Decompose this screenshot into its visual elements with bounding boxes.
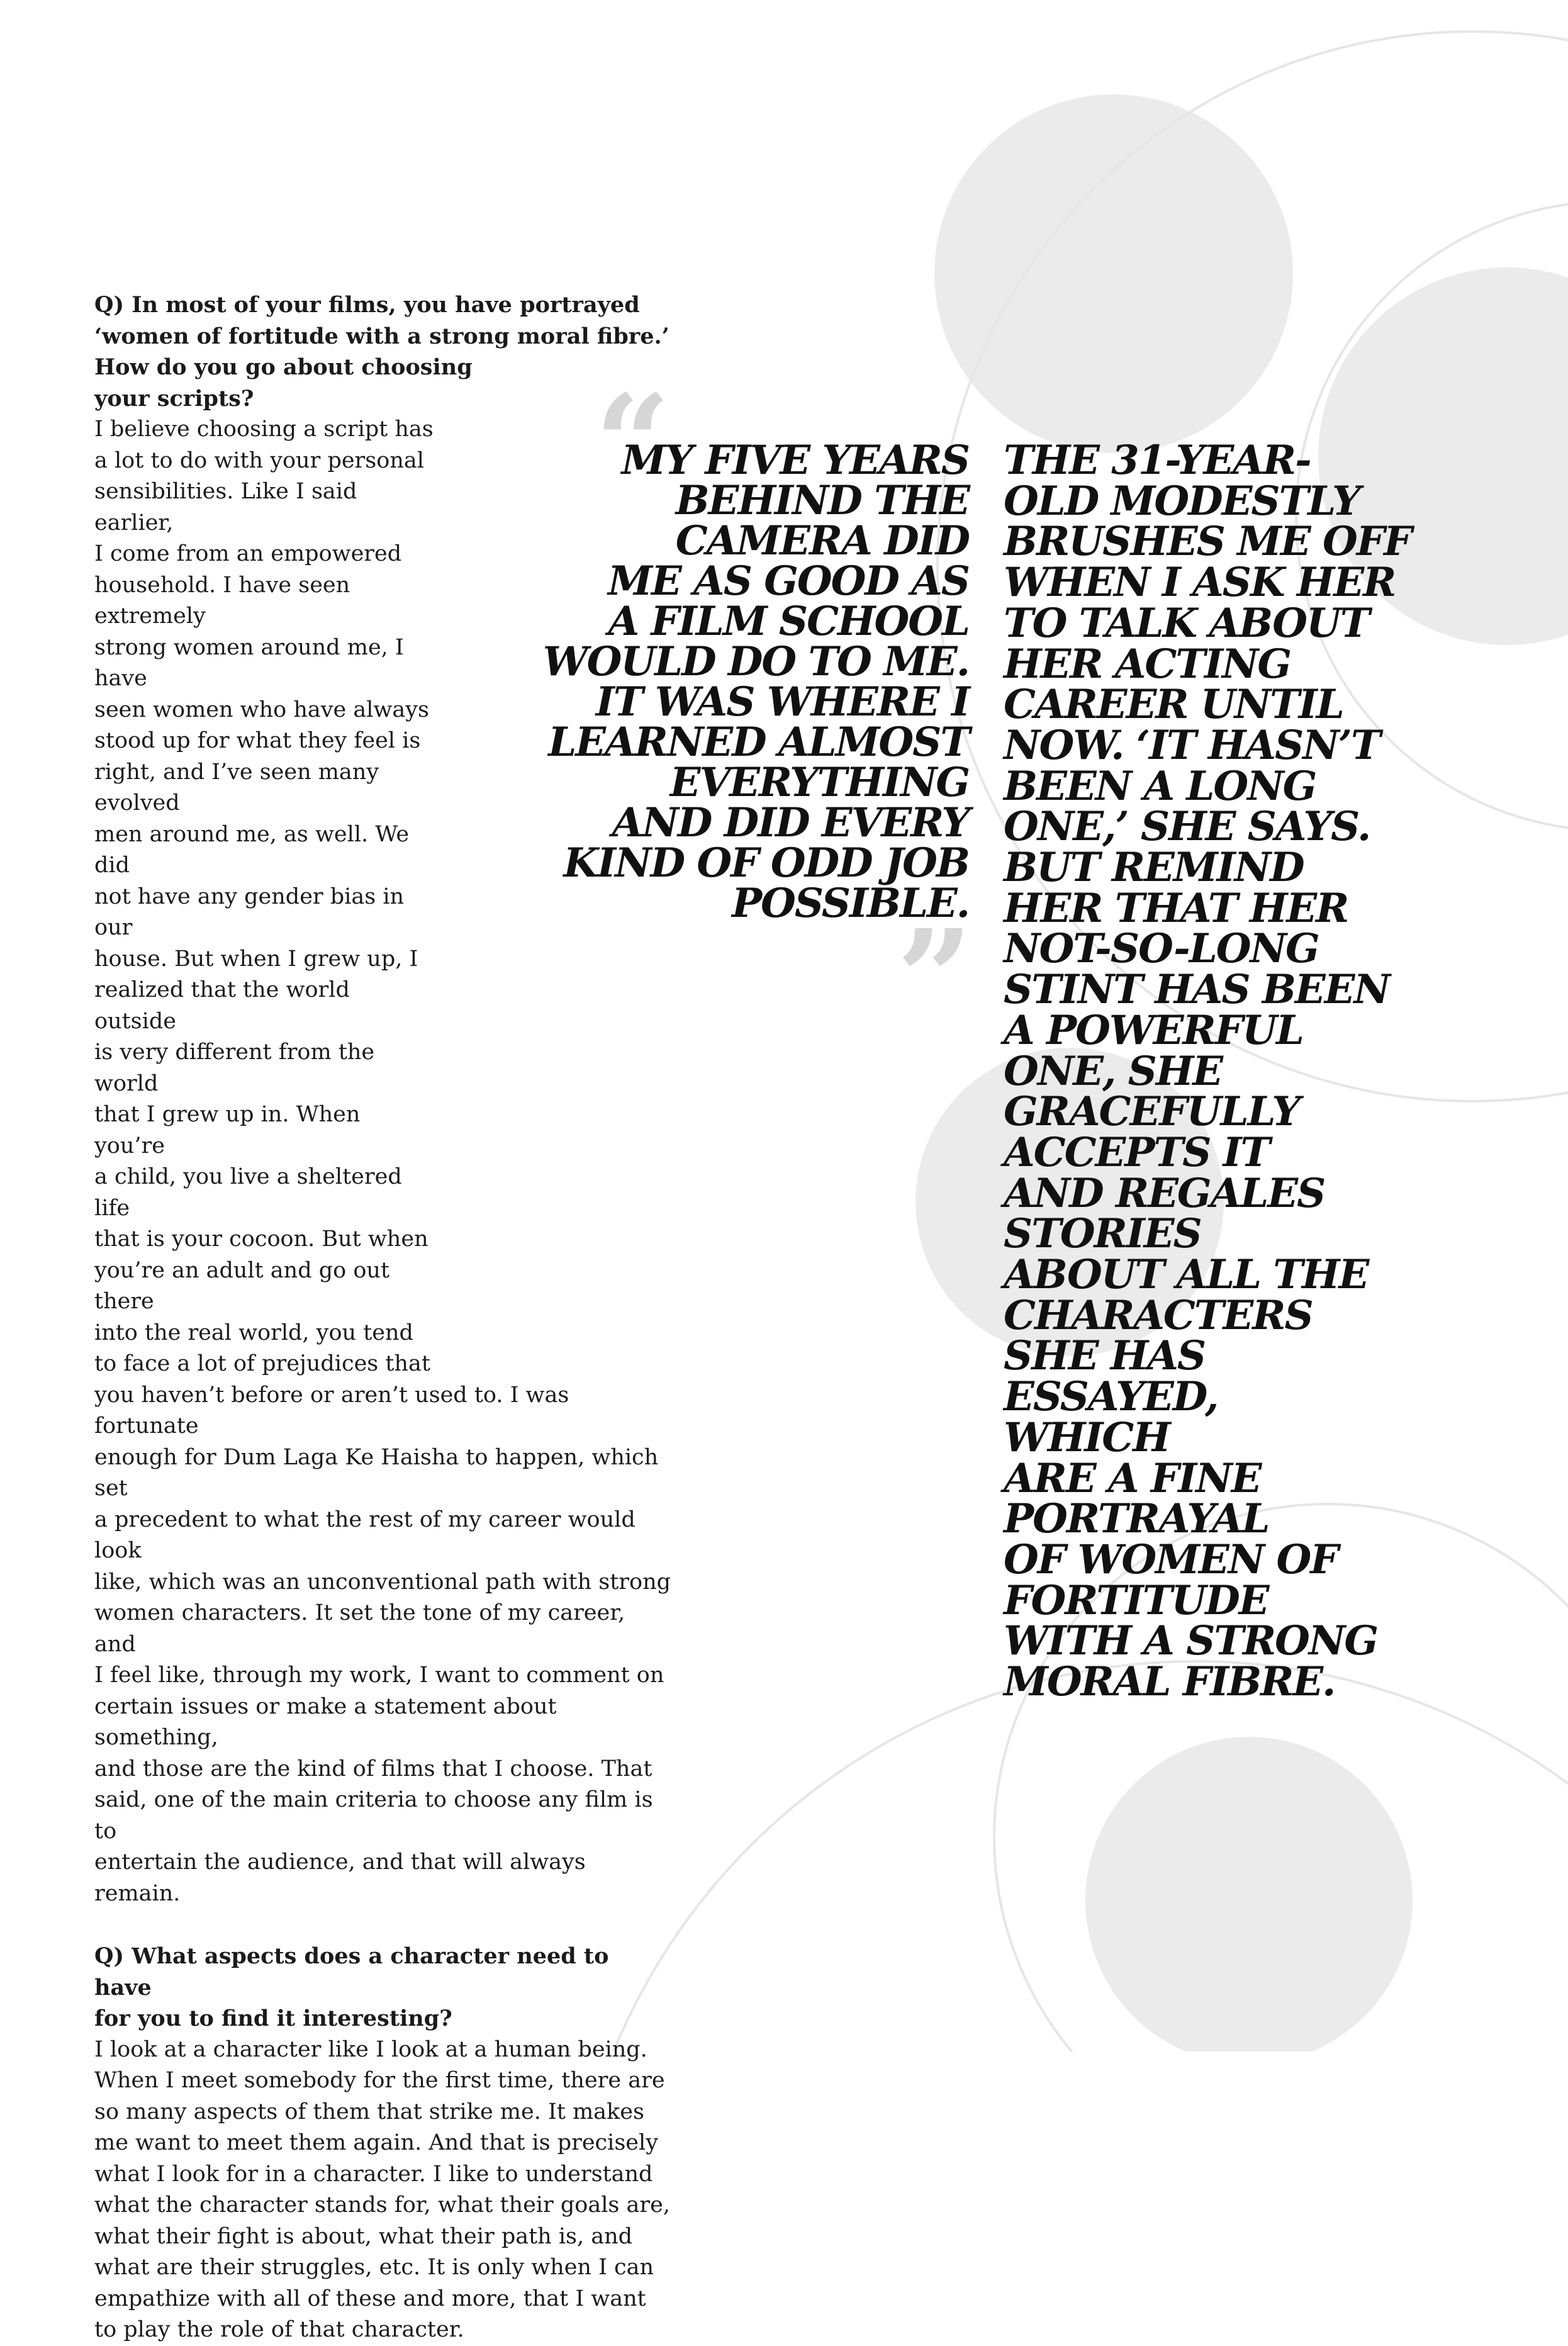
answer-1-line: like, which was an unconventional path with strong (94, 1569, 671, 1595)
answer-1-line: I come from an empowered (94, 541, 402, 566)
answer-1-line: said, one of the main criteria to choose any film is to (94, 1787, 653, 1844)
sidebar-line: CAREER UNTIL (1004, 681, 1343, 729)
answer-1-line: is very different from the world (94, 1040, 375, 1096)
answer-1-wide (94, 1380, 673, 1910)
answer-1-line: strong women around me, I have (94, 634, 404, 691)
answer-2-line: When I meet somebody for the first time, there are (94, 2068, 665, 2093)
sidebar-line: ACCEPTS IT (1004, 1128, 1270, 1176)
answer-1-line: a precedent to what the rest of my career would look (94, 1507, 636, 1563)
decor-circle (1085, 1737, 1413, 2051)
decor-arc (566, 1661, 1568, 2051)
answer-1-line: to face a lot of prejudices that (94, 1351, 430, 1376)
pull-quote-line: CAMERA DID (675, 517, 969, 564)
answer-2-line: what are their struggles, etc. It is only when I can (94, 2255, 654, 2280)
question-2 (94, 1941, 673, 2035)
sidebar-line: WITH A STRONG (1004, 1617, 1378, 1665)
sidebar-line: STINT HAS BEEN (1004, 966, 1389, 1014)
answer-1-line: entertain the audience, and that will always remain. (94, 1849, 586, 1906)
sidebar-line: OF WOMEN OF (1004, 1535, 1338, 1583)
question-1 (94, 289, 673, 414)
sidebar-line: BUT REMIND (1004, 844, 1304, 892)
answer-2-line: empathize with all of these and more, that I want (94, 2286, 646, 2311)
sidebar-line: CHARACTERS (1004, 1291, 1313, 1339)
paragraph-gap (94, 1909, 673, 1941)
answer-1-line: into the real world, you tend (94, 1320, 413, 1345)
sidebar-line: FORTITUDE (1004, 1576, 1268, 1624)
answer-1-line: realized that the world outside (94, 977, 350, 1034)
answer-2-line: me want to meet them again. And that is precisely (94, 2130, 658, 2155)
answer-2-line: so many aspects of them that strike me. It makes (94, 2099, 644, 2124)
sidebar-line: PORTRAYAL (1004, 1495, 1269, 1543)
sidebar-text (1004, 437, 1419, 1706)
sidebar-line: WHICH (1004, 1413, 1170, 1461)
sidebar-line: TO TALK ABOUT (1004, 599, 1369, 647)
question-1-line: ‘women of fortitude with a strong moral fibre.’ (94, 323, 669, 349)
answer-1-line: I feel like, through my work, I want to comment on (94, 1663, 664, 1688)
answer-1-line: certain issues or make a statement about something, (94, 1693, 557, 1750)
answer-1-line: household. I have seen extremely (94, 572, 350, 629)
pull-quote (503, 437, 969, 927)
answer-1-line: men around me, as well. We did (94, 821, 410, 878)
sidebar-line: SHE HAS (1004, 1332, 1206, 1380)
open-quote-mark: “ (595, 366, 671, 521)
answer-1-line: sensibilities. Like I said earlier, (94, 479, 357, 536)
sidebar-line: NOT-SO-LONG (1004, 925, 1319, 973)
sidebar-line: NOW. ‘IT HASN’T (1004, 721, 1380, 769)
sidebar-line: BEEN A LONG (1004, 762, 1316, 810)
answer-1-line: you’re an adult and go out there (94, 1257, 390, 1314)
sidebar-line: ONE,’ SHE SAYS. (1004, 803, 1370, 851)
answer-1-line: house. But when I grew up, I (94, 946, 418, 972)
question-1-line: How do you go about choosing (94, 354, 473, 380)
sidebar-line: ARE A FINE (1004, 1454, 1261, 1502)
answer-1-line: you haven’t before or aren’t used to. I was fortunate (94, 1382, 569, 1439)
pull-quote-line: WOULD DO TO ME. (542, 638, 969, 685)
pull-quote-line: BEHIND THE (675, 477, 969, 524)
pull-quote-line: ME AS GOOD AS (608, 558, 969, 605)
answer-1-line: I believe choosing a script has (94, 417, 434, 442)
answer-1-line: a lot to do with your personal (94, 447, 424, 473)
sidebar-line: OLD MODESTLY (1004, 477, 1360, 525)
answer-2-line: to play the role of that character. (94, 2317, 464, 2342)
answer-1-narrow (94, 414, 434, 1380)
close-quote-mark: ” (897, 901, 973, 1056)
pull-quote-line: AND DID EVERY (612, 799, 969, 846)
question-1-line: your scripts? (94, 385, 254, 412)
sidebar-line: ABOUT ALL THE (1004, 1251, 1369, 1299)
answer-1-line: enough for Dum Laga Ke Haisha to happen, which set (94, 1444, 659, 1501)
question-2-line: Q) What aspects does a character need to have (94, 1943, 609, 2001)
answer-1-line: and those are the kind of films that I choose. That (94, 1756, 652, 1782)
answer-1-line: not have any gender bias in our (94, 884, 405, 940)
pull-quote-line: MY FIVE YEARS (621, 437, 969, 484)
pull-quote-line: LEARNED ALMOST (548, 719, 969, 766)
answer-1-line: women characters. It set the tone of my career, and (94, 1600, 625, 1657)
sidebar-line: ONE, SHE (1004, 1047, 1223, 1095)
answer-1-line: seen women who have always (94, 697, 429, 722)
sidebar-line: A POWERFUL (1004, 1006, 1303, 1054)
sidebar-line: ESSAYED, (1004, 1373, 1218, 1421)
answer-1-line: a child, you live a sheltered life (94, 1164, 402, 1221)
sidebar-line: BRUSHES ME OFF (1004, 518, 1411, 566)
sidebar-line: THE 31-YEAR- (1004, 437, 1311, 484)
sidebar-line: STORIES (1004, 1210, 1201, 1258)
answer-2-line: what their fight is about, what their path is, and (94, 2223, 633, 2249)
sidebar-line: AND REGALES (1004, 1169, 1325, 1217)
sidebar-line: GRACEFULLY (1004, 1088, 1300, 1136)
answer-2-line: what I look for in a character. I like to understand (94, 2161, 653, 2187)
decor-circle (934, 94, 1293, 453)
answer-2 (94, 2035, 673, 2346)
sidebar-line: HER ACTING (1004, 640, 1291, 688)
pull-quote-line: A FILM SCHOOL (608, 598, 969, 645)
answer-1-line: that is your cocoon. But when (94, 1226, 428, 1252)
question-1-line: Q) In most of your films, you have portrayed (94, 292, 640, 318)
pull-quote-line: POSSIBLE. (732, 880, 969, 927)
sidebar-line: WHEN I ASK HER (1004, 559, 1396, 607)
answer-1-line: that I grew up in. When you’re (94, 1102, 361, 1159)
answer-1-line: stood up for what they feel is (94, 728, 421, 753)
sidebar-line: MORAL FIBRE. (1004, 1658, 1335, 1706)
answer-2-line: I look at a character like I look at a human being. (94, 2036, 647, 2062)
pull-quote-line: IT WAS WHERE I (595, 678, 969, 726)
question-2-line: for you to find it interesting? (94, 2006, 452, 2031)
answer-2-line: what the character stands for, what their goals are, (94, 2192, 670, 2218)
sidebar-line: HER THAT HER (1004, 884, 1348, 932)
pull-quote-line: EVERYTHING (669, 759, 969, 806)
pull-quote-line: KIND OF ODD JOB (563, 839, 969, 887)
answer-1-line: right, and I’ve seen many evolved (94, 759, 379, 816)
